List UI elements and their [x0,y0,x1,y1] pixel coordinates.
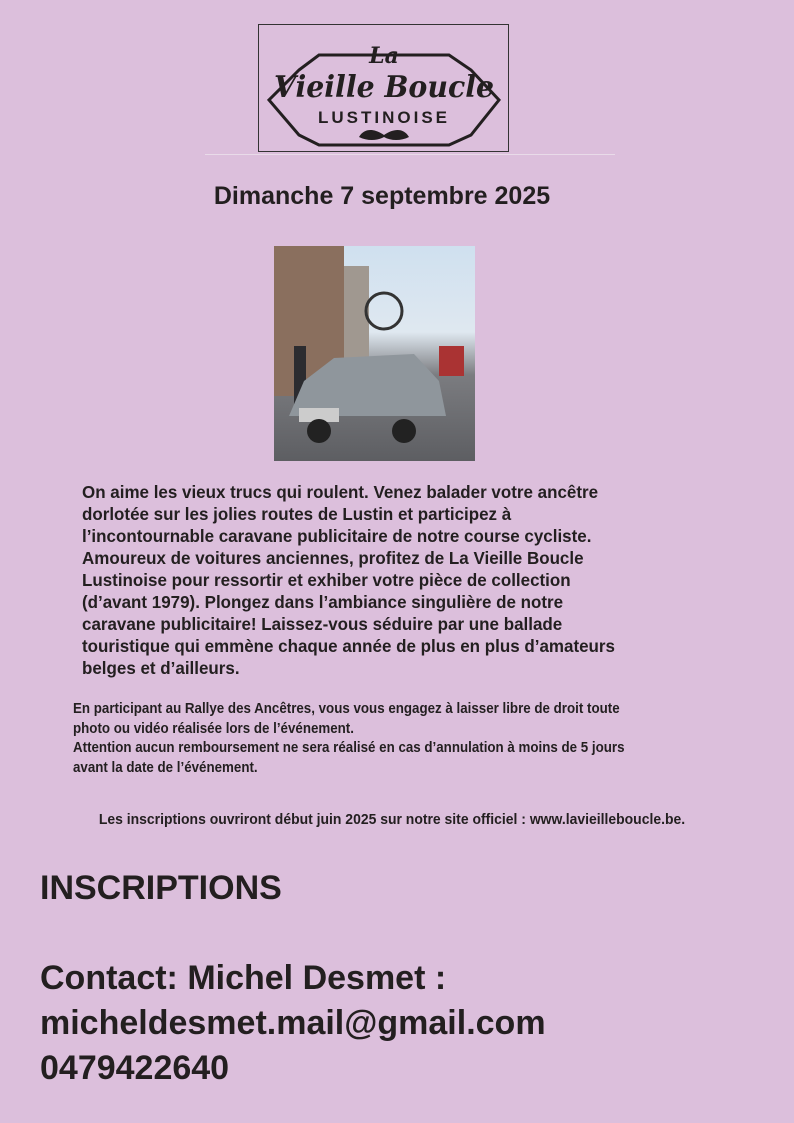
notice-line: En participant au Rallye des Ancêtres, vous vous engagez à laisser libre de droit toute [73,701,620,717]
notice-paragraph [73,700,625,778]
event-date: Dimanche 7 septembre 2025 [213,182,551,210]
intro-line: caravane publicitaire! Laissez-vous séduire par une ballade [82,614,563,634]
logo [258,24,509,152]
intro-line: Amoureux de voitures anciennes, profitez de La Vieille Boucle [82,548,584,568]
divider [205,154,615,155]
inscriptions-heading: INSCRIPTIONS [40,869,282,907]
contact-block [40,956,546,1091]
logo-title: Vieille Boucle [274,70,494,105]
intro-line: dorlotée sur les jolies routes de Lustin et participez à [82,504,512,524]
logo-subtitle: LUSTINOISE [317,108,451,127]
intro-line: (d’avant 1979). Plongez dans l’ambiance singulière de notre [82,592,564,612]
intro-line: belges et d’ailleurs. [82,658,240,678]
logo-la: La [369,43,399,69]
notice-line: avant la date de l’événement. [73,759,258,776]
notice-line: photo ou vidéo réalisée lors de l’événement. [73,720,354,737]
vintage-car-photo [274,246,475,461]
intro-line: touristique qui emmène chaque année de plus en plus d’amateurs [82,636,615,656]
contact-email[interactable]: micheldesmet.mail@gmail.com [40,1004,546,1042]
contact-name: Contact: Michel Desmet : [40,959,447,997]
intro-line: l’incontournable caravane publicitaire de notre course cycliste. [82,526,592,546]
intro-line: Lustinoise pour ressortir et exhiber votre pièce de collection [82,570,571,590]
contact-phone[interactable]: 0479422640 [40,1049,230,1087]
signup-info: Les inscriptions ouvriront début juin 2025 sur notre site officiel : www.lavieilleboucle.be. [98,811,686,828]
intro-paragraph [82,481,615,679]
intro-line: On aime les vieux trucs qui roulent. Venez balader votre ancêtre [82,482,599,502]
notice-line: Attention aucun remboursement ne sera réalisé en cas d’annulation à moins de 5 jours [73,740,625,756]
mustache-icon [359,130,409,140]
